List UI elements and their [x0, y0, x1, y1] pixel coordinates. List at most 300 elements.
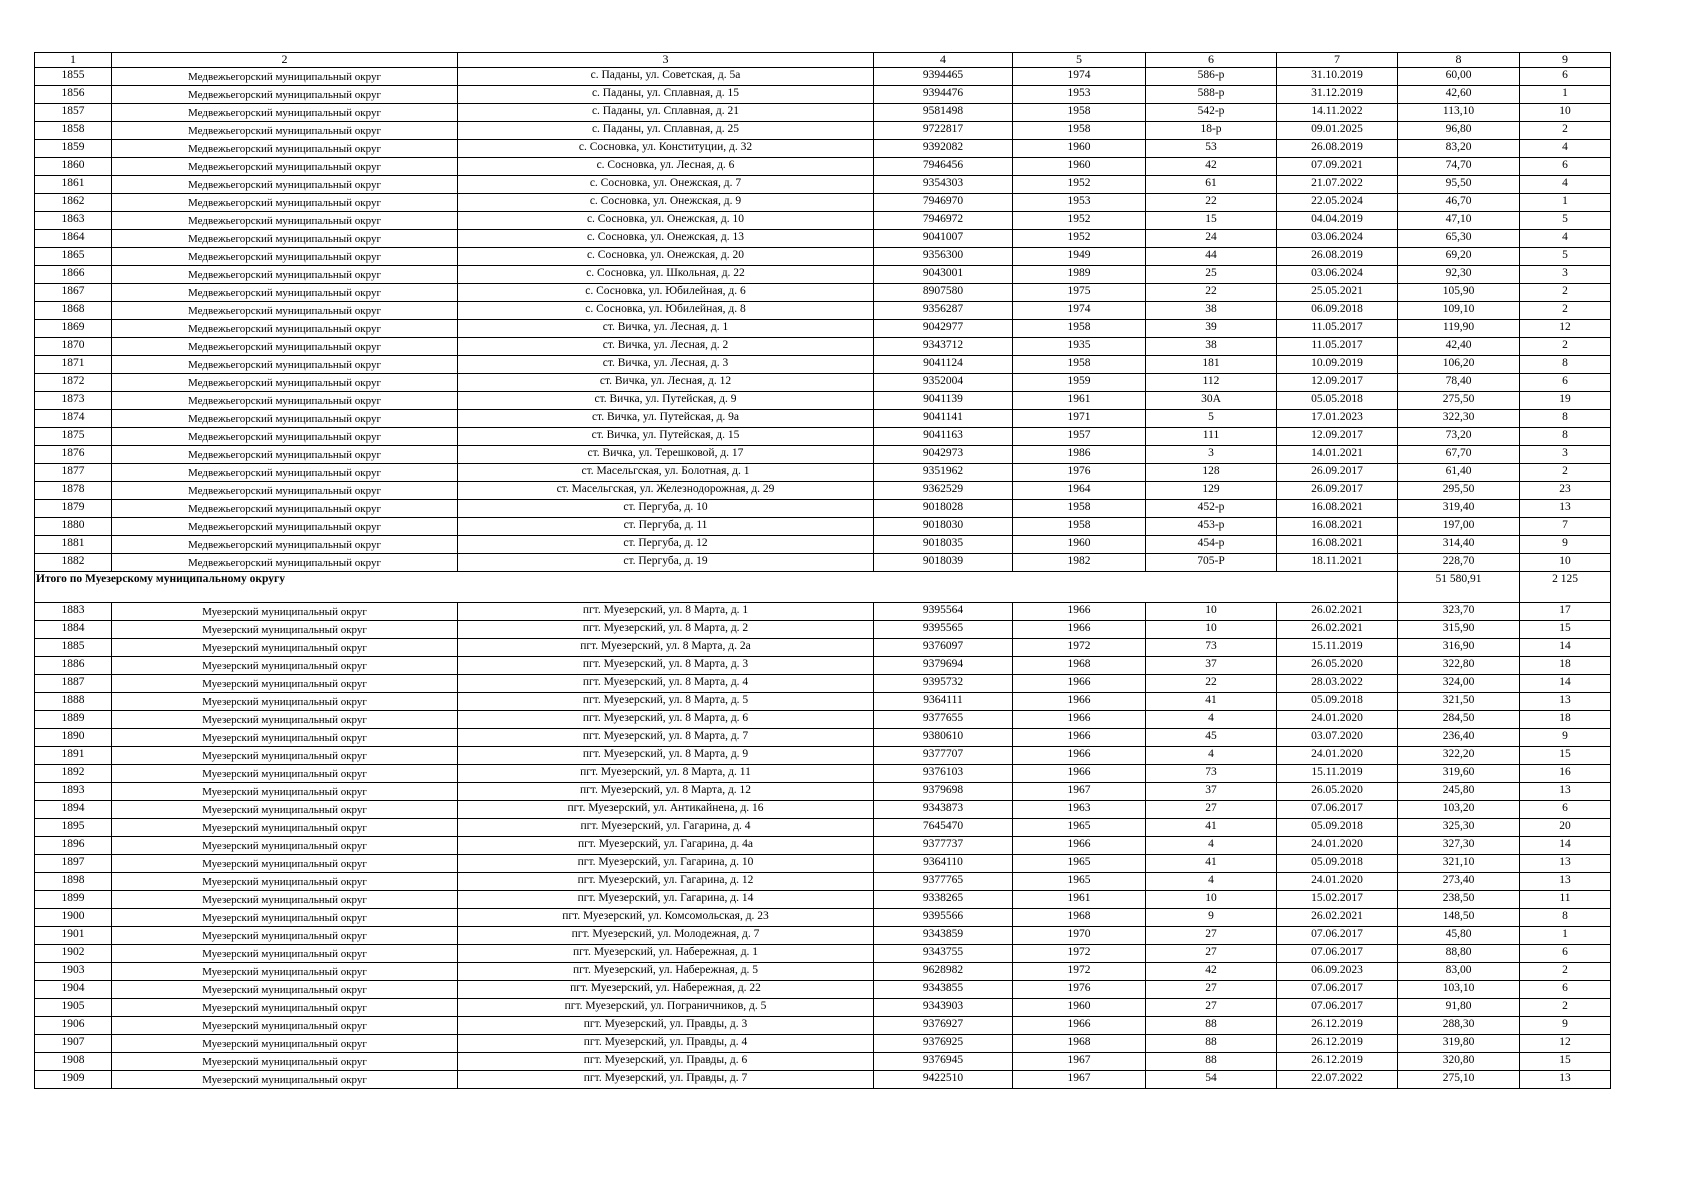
year-cell: 1966 — [1013, 765, 1146, 783]
table-row — [35, 410, 1611, 428]
count-cell: 13 — [1520, 1071, 1611, 1089]
document-number-cell: 42 — [1146, 158, 1277, 176]
document-number-cell: 10 — [1146, 891, 1277, 909]
row-number: 1892 — [35, 765, 112, 783]
housing-register-table — [34, 52, 1611, 1089]
building-id-cell: 9362529 — [874, 482, 1013, 500]
document-number-cell: 542-р — [1146, 104, 1277, 122]
address-cell: ст. Пергуба, д. 11 — [458, 518, 874, 536]
row-number: 1860 — [35, 158, 112, 176]
date-cell: 26.02.2021 — [1277, 909, 1398, 927]
table-row — [35, 230, 1611, 248]
building-id-cell: 9395565 — [874, 621, 1013, 639]
table-row — [35, 1035, 1611, 1053]
row-number: 1876 — [35, 446, 112, 464]
address-cell: с. Паданы, ул. Сплавная, д. 15 — [458, 86, 874, 104]
area-cell: 319,40 — [1398, 500, 1520, 518]
year-cell: 1964 — [1013, 482, 1146, 500]
count-cell: 9 — [1520, 729, 1611, 747]
table-row — [35, 981, 1611, 999]
area-cell: 83,00 — [1398, 963, 1520, 981]
table-row — [35, 765, 1611, 783]
row-number: 1894 — [35, 801, 112, 819]
document-number-cell: 73 — [1146, 765, 1277, 783]
year-cell: 1966 — [1013, 603, 1146, 621]
document-number-cell: 5 — [1146, 410, 1277, 428]
municipality-cell: Медвежьегорский муниципальный округ — [112, 356, 458, 374]
area-cell: 73,20 — [1398, 428, 1520, 446]
row-number: 1898 — [35, 873, 112, 891]
municipality-cell: Муезерский муниципальный округ — [112, 675, 458, 693]
row-number: 1887 — [35, 675, 112, 693]
municipality-cell: Медвежьегорский муниципальный округ — [112, 86, 458, 104]
building-id-cell: 9722817 — [874, 122, 1013, 140]
row-number: 1903 — [35, 963, 112, 981]
count-cell: 8 — [1520, 356, 1611, 374]
table-row — [35, 320, 1611, 338]
municipality-cell: Медвежьегорский муниципальный округ — [112, 266, 458, 284]
address-cell: пгт. Муезерский, ул. 8 Марта, д. 9 — [458, 747, 874, 765]
document-number-cell: 111 — [1146, 428, 1277, 446]
address-cell: с. Сосновка, ул. Юбилейная, д. 6 — [458, 284, 874, 302]
date-cell: 26.12.2019 — [1277, 1017, 1398, 1035]
document-number-cell: 41 — [1146, 855, 1277, 873]
table-row — [35, 801, 1611, 819]
document-number-cell: 15 — [1146, 212, 1277, 230]
row-number: 1868 — [35, 302, 112, 320]
document-number-cell: 38 — [1146, 338, 1277, 356]
address-cell: пгт. Муезерский, ул. Правды, д. 4 — [458, 1035, 874, 1053]
total-area: 51 580,91 — [1398, 572, 1520, 603]
year-cell: 1968 — [1013, 909, 1146, 927]
row-number: 1880 — [35, 518, 112, 536]
area-cell: 45,80 — [1398, 927, 1520, 945]
municipality-cell: Медвежьегорский муниципальный округ — [112, 500, 458, 518]
row-number: 1886 — [35, 657, 112, 675]
building-id-cell: 9395564 — [874, 603, 1013, 621]
table-row — [35, 338, 1611, 356]
address-cell: с. Сосновка, ул. Онежская, д. 10 — [458, 212, 874, 230]
year-cell: 1982 — [1013, 554, 1146, 572]
table-row — [35, 194, 1611, 212]
date-cell: 26.08.2019 — [1277, 248, 1398, 266]
count-cell: 6 — [1520, 801, 1611, 819]
date-cell: 18.11.2021 — [1277, 554, 1398, 572]
building-id-cell: 9338265 — [874, 891, 1013, 909]
table-row — [35, 212, 1611, 230]
column-number-row — [35, 53, 1611, 68]
building-id-cell: 7946970 — [874, 194, 1013, 212]
document-number-cell: 181 — [1146, 356, 1277, 374]
building-id-cell: 9395566 — [874, 909, 1013, 927]
document-number-cell: 88 — [1146, 1017, 1277, 1035]
municipality-cell: Муезерский муниципальный округ — [112, 1035, 458, 1053]
municipality-cell: Медвежьегорский муниципальный округ — [112, 392, 458, 410]
table-row — [35, 909, 1611, 927]
area-cell: 74,70 — [1398, 158, 1520, 176]
municipality-cell: Муезерский муниципальный округ — [112, 945, 458, 963]
address-cell: пгт. Муезерский, ул. Гагарина, д. 12 — [458, 873, 874, 891]
year-cell: 1971 — [1013, 410, 1146, 428]
count-cell: 2 — [1520, 999, 1611, 1017]
row-number: 1862 — [35, 194, 112, 212]
table-row — [35, 248, 1611, 266]
document-number-cell: 453-р — [1146, 518, 1277, 536]
date-cell: 06.09.2018 — [1277, 302, 1398, 320]
address-cell: пгт. Муезерский, ул. Набережная, д. 5 — [458, 963, 874, 981]
date-cell: 03.07.2020 — [1277, 729, 1398, 747]
date-cell: 12.09.2017 — [1277, 374, 1398, 392]
year-cell: 1958 — [1013, 518, 1146, 536]
building-id-cell: 9343903 — [874, 999, 1013, 1017]
row-number: 1897 — [35, 855, 112, 873]
count-cell: 15 — [1520, 747, 1611, 765]
document-number-cell: 112 — [1146, 374, 1277, 392]
count-cell: 5 — [1520, 212, 1611, 230]
date-cell: 17.01.2023 — [1277, 410, 1398, 428]
table-row — [35, 1053, 1611, 1071]
area-cell: 319,60 — [1398, 765, 1520, 783]
date-cell: 26.05.2020 — [1277, 783, 1398, 801]
building-id-cell: 9356300 — [874, 248, 1013, 266]
municipality-cell: Медвежьегорский муниципальный округ — [112, 68, 458, 86]
row-number: 1872 — [35, 374, 112, 392]
area-cell: 288,30 — [1398, 1017, 1520, 1035]
building-id-cell: 9392082 — [874, 140, 1013, 158]
table-row — [35, 122, 1611, 140]
address-cell: с. Паданы, ул. Сплавная, д. 25 — [458, 122, 874, 140]
address-cell: пгт. Муезерский, ул. 8 Марта, д. 12 — [458, 783, 874, 801]
address-cell: ст. Вичка, ул. Путейская, д. 15 — [458, 428, 874, 446]
municipality-cell: Муезерский муниципальный округ — [112, 801, 458, 819]
municipality-cell: Муезерский муниципальный округ — [112, 819, 458, 837]
date-cell: 06.09.2023 — [1277, 963, 1398, 981]
building-id-cell: 9364111 — [874, 693, 1013, 711]
municipality-cell: Муезерский муниципальный округ — [112, 963, 458, 981]
document-number-cell: 27 — [1146, 999, 1277, 1017]
area-cell: 322,80 — [1398, 657, 1520, 675]
document-number-cell: 30А — [1146, 392, 1277, 410]
table-row — [35, 675, 1611, 693]
municipality-cell: Муезерский муниципальный округ — [112, 1017, 458, 1035]
count-cell: 14 — [1520, 639, 1611, 657]
municipality-cell: Муезерский муниципальный округ — [112, 1071, 458, 1089]
document-number-cell: 588-р — [1146, 86, 1277, 104]
date-cell: 25.05.2021 — [1277, 284, 1398, 302]
count-cell: 2 — [1520, 284, 1611, 302]
area-cell: 238,50 — [1398, 891, 1520, 909]
year-cell: 1953 — [1013, 194, 1146, 212]
date-cell: 31.10.2019 — [1277, 68, 1398, 86]
municipality-cell: Муезерский муниципальный округ — [112, 747, 458, 765]
count-cell: 4 — [1520, 140, 1611, 158]
count-cell: 12 — [1520, 1035, 1611, 1053]
row-number: 1864 — [35, 230, 112, 248]
muezersky-rows — [35, 603, 1611, 1089]
date-cell: 24.01.2020 — [1277, 711, 1398, 729]
area-cell: 245,80 — [1398, 783, 1520, 801]
table-row — [35, 729, 1611, 747]
count-cell: 9 — [1520, 536, 1611, 554]
area-cell: 61,40 — [1398, 464, 1520, 482]
year-cell: 1968 — [1013, 1035, 1146, 1053]
address-cell: пгт. Муезерский, ул. Правды, д. 7 — [458, 1071, 874, 1089]
municipality-cell: Медвежьегорский муниципальный округ — [112, 536, 458, 554]
table-row — [35, 554, 1611, 572]
count-cell: 8 — [1520, 410, 1611, 428]
date-cell: 14.01.2021 — [1277, 446, 1398, 464]
year-cell: 1958 — [1013, 104, 1146, 122]
area-cell: 327,30 — [1398, 837, 1520, 855]
count-cell: 3 — [1520, 446, 1611, 464]
date-cell: 16.08.2021 — [1277, 518, 1398, 536]
row-number: 1867 — [35, 284, 112, 302]
municipality-cell: Муезерский муниципальный округ — [112, 657, 458, 675]
count-cell: 18 — [1520, 657, 1611, 675]
municipality-cell: Медвежьегорский муниципальный округ — [112, 554, 458, 572]
table-row — [35, 855, 1611, 873]
column-header-5: 5 — [1013, 53, 1146, 68]
building-id-cell: 8907580 — [874, 284, 1013, 302]
building-id-cell: 9380610 — [874, 729, 1013, 747]
address-cell: ст. Вичка, ул. Лесная, д. 2 — [458, 338, 874, 356]
date-cell: 07.09.2021 — [1277, 158, 1398, 176]
year-cell: 1970 — [1013, 927, 1146, 945]
building-id-cell: 9018035 — [874, 536, 1013, 554]
address-cell: ст. Масельгская, ул. Железнодорожная, д. 29 — [458, 482, 874, 500]
year-cell: 1965 — [1013, 855, 1146, 873]
row-number: 1902 — [35, 945, 112, 963]
area-cell: 324,00 — [1398, 675, 1520, 693]
municipality-cell: Медвежьегорский муниципальный округ — [112, 104, 458, 122]
document-number-cell: 22 — [1146, 284, 1277, 302]
row-number: 1884 — [35, 621, 112, 639]
building-id-cell: 9377655 — [874, 711, 1013, 729]
date-cell: 24.01.2020 — [1277, 837, 1398, 855]
document-number-cell: 452-р — [1146, 500, 1277, 518]
row-number: 1881 — [35, 536, 112, 554]
table-row — [35, 356, 1611, 374]
row-number: 1904 — [35, 981, 112, 999]
municipality-cell: Медвежьегорский муниципальный округ — [112, 482, 458, 500]
building-id-cell: 9043001 — [874, 266, 1013, 284]
document-number-cell: 18-р — [1146, 122, 1277, 140]
area-cell: 67,70 — [1398, 446, 1520, 464]
address-cell: пгт. Муезерский, ул. 8 Марта, д. 2а — [458, 639, 874, 657]
table-row — [35, 428, 1611, 446]
municipality-cell: Муезерский муниципальный округ — [112, 909, 458, 927]
document-number-cell: 9 — [1146, 909, 1277, 927]
area-cell: 69,20 — [1398, 248, 1520, 266]
row-number: 1901 — [35, 927, 112, 945]
table-row — [35, 374, 1611, 392]
year-cell: 1966 — [1013, 711, 1146, 729]
document-number-cell: 454-р — [1146, 536, 1277, 554]
date-cell: 10.09.2019 — [1277, 356, 1398, 374]
date-cell: 12.09.2017 — [1277, 428, 1398, 446]
row-number: 1891 — [35, 747, 112, 765]
area-cell: 284,50 — [1398, 711, 1520, 729]
table-row — [35, 711, 1611, 729]
address-cell: ст. Вичка, ул. Терешковой, д. 17 — [458, 446, 874, 464]
area-cell: 275,50 — [1398, 392, 1520, 410]
area-cell: 197,00 — [1398, 518, 1520, 536]
year-cell: 1966 — [1013, 693, 1146, 711]
year-cell: 1963 — [1013, 801, 1146, 819]
document-number-cell: 129 — [1146, 482, 1277, 500]
total-row — [35, 572, 1611, 603]
building-id-cell: 9628982 — [874, 963, 1013, 981]
count-cell: 4 — [1520, 176, 1611, 194]
count-cell: 3 — [1520, 266, 1611, 284]
building-id-cell: 9364110 — [874, 855, 1013, 873]
count-cell: 12 — [1520, 320, 1611, 338]
row-number: 1875 — [35, 428, 112, 446]
date-cell: 15.11.2019 — [1277, 639, 1398, 657]
year-cell: 1953 — [1013, 86, 1146, 104]
year-cell: 1965 — [1013, 819, 1146, 837]
address-cell: пгт. Муезерский, ул. 8 Марта, д. 2 — [458, 621, 874, 639]
document-number-cell: 45 — [1146, 729, 1277, 747]
date-cell: 15.02.2017 — [1277, 891, 1398, 909]
date-cell: 05.09.2018 — [1277, 819, 1398, 837]
address-cell: пгт. Муезерский, ул. Гагарина, д. 4а — [458, 837, 874, 855]
document-number-cell: 61 — [1146, 176, 1277, 194]
date-cell: 11.05.2017 — [1277, 320, 1398, 338]
date-cell: 22.07.2022 — [1277, 1071, 1398, 1089]
row-number: 1909 — [35, 1071, 112, 1089]
area-cell: 322,30 — [1398, 410, 1520, 428]
address-cell: пгт. Муезерский, ул. 8 Марта, д. 3 — [458, 657, 874, 675]
document-number-cell: 4 — [1146, 747, 1277, 765]
address-cell: пгт. Муезерский, ул. Правды, д. 3 — [458, 1017, 874, 1035]
year-cell: 1974 — [1013, 302, 1146, 320]
area-cell: 316,90 — [1398, 639, 1520, 657]
address-cell: с. Сосновка, ул. Конституции, д. 32 — [458, 140, 874, 158]
count-cell: 14 — [1520, 675, 1611, 693]
row-number: 1859 — [35, 140, 112, 158]
address-cell: ст. Вичка, ул. Путейская, д. 9 — [458, 392, 874, 410]
document-number-cell: 4 — [1146, 711, 1277, 729]
building-id-cell: 9379698 — [874, 783, 1013, 801]
table-row — [35, 927, 1611, 945]
year-cell: 1960 — [1013, 158, 1146, 176]
municipality-cell: Медвежьегорский муниципальный округ — [112, 320, 458, 338]
year-cell: 1935 — [1013, 338, 1146, 356]
document-number-cell: 54 — [1146, 1071, 1277, 1089]
municipality-cell: Медвежьегорский муниципальный округ — [112, 374, 458, 392]
count-cell: 13 — [1520, 873, 1611, 891]
building-id-cell: 9018030 — [874, 518, 1013, 536]
area-cell: 95,50 — [1398, 176, 1520, 194]
building-id-cell: 9581498 — [874, 104, 1013, 122]
year-cell: 1976 — [1013, 981, 1146, 999]
table-row — [35, 446, 1611, 464]
document-number-cell: 27 — [1146, 927, 1277, 945]
date-cell: 16.08.2021 — [1277, 536, 1398, 554]
table-row — [35, 536, 1611, 554]
document-number-cell: 25 — [1146, 266, 1277, 284]
building-id-cell: 9041141 — [874, 410, 1013, 428]
municipality-cell: Муезерский муниципальный округ — [112, 639, 458, 657]
address-cell: пгт. Муезерский, ул. 8 Марта, д. 7 — [458, 729, 874, 747]
municipality-cell: Муезерский муниципальный округ — [112, 981, 458, 999]
address-cell: ст. Масельгская, ул. Болотная, д. 1 — [458, 464, 874, 482]
date-cell: 05.09.2018 — [1277, 693, 1398, 711]
table-row — [35, 266, 1611, 284]
count-cell: 14 — [1520, 837, 1611, 855]
column-header-9: 9 — [1520, 53, 1611, 68]
date-cell: 31.12.2019 — [1277, 86, 1398, 104]
row-number: 1890 — [35, 729, 112, 747]
table-row — [35, 104, 1611, 122]
count-cell: 7 — [1520, 518, 1611, 536]
table-row — [35, 999, 1611, 1017]
address-cell: с. Сосновка, ул. Онежская, д. 9 — [458, 194, 874, 212]
date-cell: 07.06.2017 — [1277, 801, 1398, 819]
document-number-cell: 88 — [1146, 1053, 1277, 1071]
column-header-2: 2 — [112, 53, 458, 68]
address-cell: с. Сосновка, ул. Онежская, д. 20 — [458, 248, 874, 266]
count-cell: 10 — [1520, 554, 1611, 572]
date-cell: 07.06.2017 — [1277, 981, 1398, 999]
municipality-cell: Медвежьегорский муниципальный округ — [112, 122, 458, 140]
area-cell: 119,90 — [1398, 320, 1520, 338]
medvezhyegorsk-rows — [35, 68, 1611, 572]
area-cell: 105,90 — [1398, 284, 1520, 302]
area-cell: 42,40 — [1398, 338, 1520, 356]
date-cell: 26.09.2017 — [1277, 482, 1398, 500]
count-cell: 6 — [1520, 981, 1611, 999]
date-cell: 05.05.2018 — [1277, 392, 1398, 410]
count-cell: 13 — [1520, 693, 1611, 711]
year-cell: 1967 — [1013, 1053, 1146, 1071]
building-id-cell: 9376103 — [874, 765, 1013, 783]
year-cell: 1952 — [1013, 212, 1146, 230]
address-cell: пгт. Муезерский, ул. Гагарина, д. 10 — [458, 855, 874, 873]
address-cell: ст. Пергуба, д. 12 — [458, 536, 874, 554]
table-row — [35, 482, 1611, 500]
document-number-cell: 705-Р — [1146, 554, 1277, 572]
year-cell: 1972 — [1013, 639, 1146, 657]
count-cell: 20 — [1520, 819, 1611, 837]
area-cell: 275,10 — [1398, 1071, 1520, 1089]
count-cell: 6 — [1520, 945, 1611, 963]
date-cell: 03.06.2024 — [1277, 230, 1398, 248]
building-id-cell: 9041124 — [874, 356, 1013, 374]
address-cell: пгт. Муезерский, ул. Гагарина, д. 4 — [458, 819, 874, 837]
building-id-cell: 9042977 — [874, 320, 1013, 338]
municipality-cell: Медвежьегорский муниципальный округ — [112, 518, 458, 536]
row-number: 1858 — [35, 122, 112, 140]
column-header-8: 8 — [1398, 53, 1520, 68]
date-cell: 26.12.2019 — [1277, 1035, 1398, 1053]
year-cell: 1959 — [1013, 374, 1146, 392]
table-row — [35, 891, 1611, 909]
date-cell: 26.12.2019 — [1277, 1053, 1398, 1071]
area-cell: 78,40 — [1398, 374, 1520, 392]
document-number-cell: 41 — [1146, 819, 1277, 837]
date-cell: 15.11.2019 — [1277, 765, 1398, 783]
count-cell: 4 — [1520, 230, 1611, 248]
header-row — [35, 53, 1611, 68]
municipality-cell: Муезерский муниципальный округ — [112, 693, 458, 711]
building-id-cell: 9018039 — [874, 554, 1013, 572]
municipality-cell: Медвежьегорский муниципальный округ — [112, 230, 458, 248]
document-number-cell: 39 — [1146, 320, 1277, 338]
total-row-group — [35, 572, 1611, 603]
count-cell: 13 — [1520, 500, 1611, 518]
